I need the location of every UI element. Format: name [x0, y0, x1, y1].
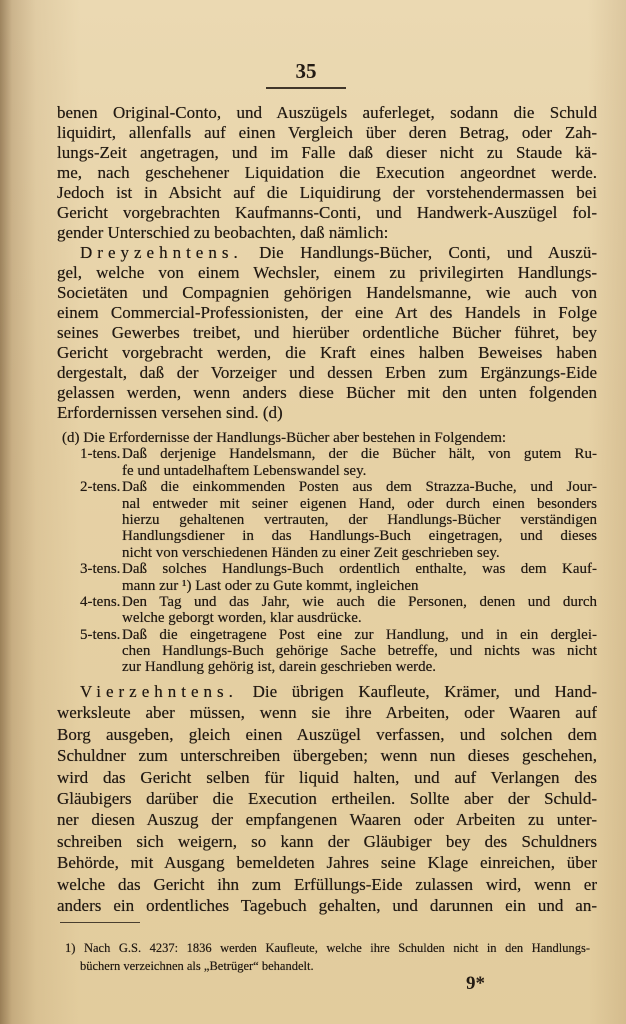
paragraph-2: [57, 243, 597, 423]
text-run: Die Handlungs-Bücher, Conti, und Auszü-: [259, 243, 597, 262]
text-line: Daß die eingetragene Post eine zur Handlung, und in ein derglei-: [122, 626, 597, 643]
text-line: Societäten und Compagnien gehörigen Handelsmanne, wie auch von: [57, 283, 597, 302]
text-line: einem Commercial-Professionisten, der eine Art des Handels in Folge: [57, 303, 597, 322]
text-line: anders ein ordentliches Tagebuch gehalten, und darunnen ein und an-: [57, 895, 597, 915]
text-line: fe und untadelhaftem Lebenswandel sey.: [122, 462, 367, 479]
text-line: Handlungsdiener in das Handlungs-Buch eingetragen, und dieses: [122, 528, 597, 545]
text-line: Daß die einkommenden Posten aus dem Strazza-Buche, und Jour-: [122, 479, 597, 496]
footnote-item: [62, 479, 597, 561]
text-line: büchern verzeichnen als „Betrüger“ behandelt.: [80, 959, 314, 973]
text-line: mann zur ¹) Last oder zu Gute kommt, ingleichen: [122, 577, 419, 594]
item-number: 2-tens.: [80, 479, 121, 496]
text-line: Behörde, mit Ausgang bemeldeten Jahres seine Klage einreichen, über: [57, 853, 597, 873]
page-number-rule: [266, 87, 346, 89]
text-line: 1) Nach G.S. 4237: 1836 werden Kaufleute, welche ihre Schulden nicht in den Handlungs-: [65, 941, 590, 955]
text-line: hierzu gehaltenen vertrauten, der Handlungs-Bücher verständigen: [122, 511, 597, 528]
footnote-d: [62, 430, 597, 676]
footnote-1: [65, 939, 590, 975]
footnote-intro: (d) Die Erfordernisse der Handlungs-Bücher aber bestehen in Folgendem:: [62, 430, 507, 446]
text-line: gelassen werden, wenn anders diese Bücher mit den unten folgenden: [57, 383, 597, 402]
text-line: Gericht vorgebrachten Kaufmanns-Conti, und Handwerk-Auszügel fol-: [57, 203, 597, 222]
text-line: zur Handlung gehörig ist, darein geschrieben werde.: [122, 659, 437, 676]
footnote-item: [62, 561, 597, 594]
text-line: liquidirt, allenfalls auf einen Vergleich über deren Betrag, oder Zah-: [57, 123, 597, 142]
text-line: Borg ausgeben, gleich einen Auszügel verfassen, und solchen dem: [57, 724, 597, 744]
text-run: Die übrigen Kaufleute, Krämer, und Hand-: [252, 682, 597, 701]
text-line: Daß derjenige Handelsmann, der die Bücher hält, von gutem Ru-: [122, 446, 597, 463]
text-line: nal entweder mit seiner eigenen Hand, oder durch einen besonders: [122, 495, 597, 512]
text-line: Erfordernissen versehen sind. (d): [57, 403, 283, 422]
item-number: 4-tens.: [80, 593, 121, 610]
footnote-item: [62, 446, 597, 479]
paragraph-3: [57, 681, 597, 916]
section-lead: Vierzehntens.: [80, 682, 238, 701]
footnote-item: [62, 627, 597, 676]
text-line: welche das Gericht ihn zum Erfüllungs-Eide zulassen wird, wenn er: [57, 874, 597, 894]
text-line: [57, 681, 597, 702]
text-line: gender Unterschied zu beobachten, daß nämlich:: [57, 223, 389, 242]
item-number: 5-tens.: [80, 626, 121, 643]
text-line: [57, 243, 597, 263]
item-number: 3-tens.: [80, 561, 121, 578]
page-number: 35: [295, 59, 317, 83]
text-line: lungs-Zeit angetragen, und im Falle daß dieser nicht zu Staude kä-: [57, 143, 597, 162]
paragraph-1: [57, 103, 597, 243]
footnote-item: [62, 594, 597, 627]
section-lead: Dreyzehntens.: [80, 243, 243, 262]
item-number: 1-tens.: [80, 446, 121, 463]
text-line: werksleute aber müssen, wenn sie ihre Arbeiten, oder Waaren auf: [57, 703, 597, 723]
text-line: benen Original-Conto, und Auszügels auferleget, sodann die Schuld: [57, 103, 597, 122]
text-line: gel, welche von einem Wechsler, einem zu privilegirten Handlungs-: [57, 263, 597, 282]
text-line: me, nach geschehener Liquidation die Execution angeordnet werde.: [57, 163, 597, 182]
text-line: dergestalt, daß der Vorzeiger und dessen Erben zum Ergänzungs-Eide: [57, 363, 597, 382]
text-line: Gericht vorgebracht werden, die Kraft eines halben Beweises haben: [57, 343, 597, 362]
text-line: wird das Gericht selben für liquid halten, und auf Verlangen des: [57, 767, 597, 787]
text-line: schreiben sich weigern, so kann der Gläubiger bey des Schuldners: [57, 831, 597, 851]
text-line: chen Handlungs-Buch gehörige Sache betreffe, und nichts was nicht: [122, 643, 597, 660]
text-line: nicht von verschiedenen Händen zu einer Zeit geschrieben sey.: [122, 544, 500, 561]
text-line: Jedoch ist in Absicht auf die Liquidirung der vorstehendermassen bei: [57, 183, 597, 202]
main-text-upper: [57, 103, 597, 423]
text-line: Gläubigers darüber die Execution ertheilen. Sollte aber der Schuld-: [57, 788, 597, 808]
text-line: seines Gewerbes treibet, und hierüber ordentliche Bücher führet, bey: [57, 323, 597, 342]
text-line: Schuldner zum unterschreiben übergeben; wenn nun dieses geschehen,: [57, 746, 597, 766]
text-line: Daß solches Handlungs-Buch ordentlich enthalte, was dem Kauf-: [122, 561, 597, 578]
text-line: Den Tag und das Jahr, wie auch die Personen, denen und durch: [122, 593, 597, 610]
text-line: welche geborgt worden, klar ausdrücke.: [122, 610, 362, 627]
footnote-separator: [60, 922, 140, 923]
signature-mark: 9*: [466, 973, 485, 994]
text-line: ner diesen Auszug der empfangenen Waaren oder Arbeiten zu unter-: [57, 810, 597, 830]
